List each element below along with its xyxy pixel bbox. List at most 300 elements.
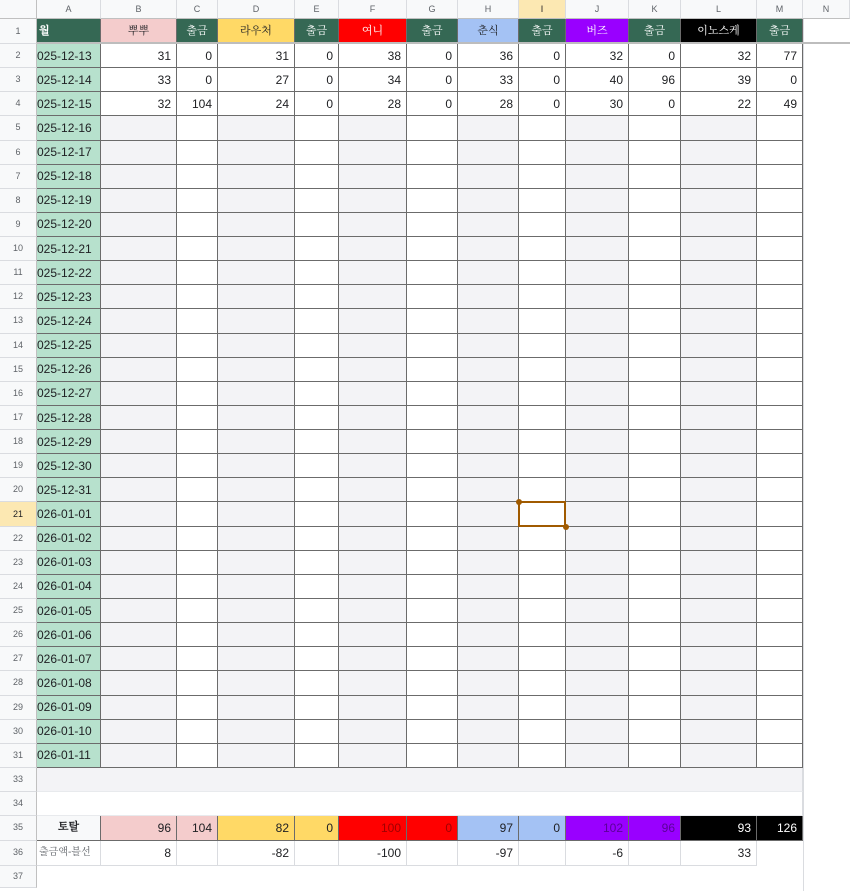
row-header-19[interactable]: 19 (0, 454, 37, 478)
date-cell[interactable]: 025-12-21 (37, 237, 101, 261)
data-cell[interactable] (177, 261, 218, 285)
row-header-12[interactable]: 12 (0, 285, 37, 309)
data-cell[interactable] (629, 527, 681, 551)
row-header-16[interactable]: 16 (0, 382, 37, 406)
date-cell[interactable]: 026-01-05 (37, 599, 101, 623)
column-header-b[interactable]: B (101, 0, 177, 19)
row-header-1[interactable]: 1 (0, 19, 37, 44)
data-cell[interactable]: 0 (629, 44, 681, 68)
data-cell[interactable] (177, 165, 218, 189)
data-cell[interactable] (177, 551, 218, 575)
data-cell[interactable] (519, 406, 566, 430)
data-cell[interactable] (218, 141, 295, 165)
data-cell[interactable] (295, 527, 339, 551)
data-cell[interactable] (757, 551, 803, 575)
data-cell[interactable] (407, 334, 458, 358)
profit-cell[interactable] (629, 841, 681, 866)
row-header-10[interactable]: 10 (0, 237, 37, 261)
data-cell[interactable] (519, 334, 566, 358)
data-cell[interactable] (101, 623, 177, 647)
data-cell[interactable] (407, 430, 458, 454)
data-cell[interactable] (458, 213, 519, 237)
data-cell[interactable] (218, 527, 295, 551)
data-cell[interactable] (681, 261, 757, 285)
date-cell[interactable]: 025-12-19 (37, 189, 101, 213)
data-cell[interactable]: 32 (566, 44, 629, 68)
data-cell[interactable]: 104 (177, 92, 218, 116)
total-cell[interactable]: 96 (101, 816, 177, 841)
data-cell[interactable] (295, 696, 339, 720)
data-cell[interactable]: 0 (295, 68, 339, 92)
empty-row[interactable] (37, 792, 803, 816)
data-cell[interactable] (339, 527, 407, 551)
column-header-h[interactable]: H (458, 0, 519, 19)
data-cell[interactable] (681, 527, 757, 551)
profit-cell[interactable]: -6 (566, 841, 629, 866)
row-header-30[interactable]: 30 (0, 720, 37, 744)
profit-cell[interactable] (519, 841, 566, 866)
data-cell[interactable] (629, 116, 681, 140)
data-cell[interactable] (519, 454, 566, 478)
data-cell[interactable] (681, 575, 757, 599)
data-cell[interactable] (339, 261, 407, 285)
selected-cell-outline[interactable] (518, 501, 566, 526)
data-cell[interactable] (519, 285, 566, 309)
data-cell[interactable] (458, 309, 519, 333)
data-cell[interactable] (629, 599, 681, 623)
row-header-15[interactable]: 15 (0, 358, 37, 382)
data-cell[interactable] (295, 213, 339, 237)
data-cell[interactable] (566, 165, 629, 189)
data-cell[interactable] (295, 575, 339, 599)
data-cell[interactable] (339, 334, 407, 358)
data-cell[interactable] (339, 502, 407, 526)
data-cell[interactable] (101, 599, 177, 623)
data-cell[interactable] (458, 575, 519, 599)
data-cell[interactable] (407, 720, 458, 744)
data-cell[interactable] (101, 116, 177, 140)
column-header-g[interactable]: G (407, 0, 458, 19)
data-cell[interactable] (101, 189, 177, 213)
data-cell[interactable]: 0 (295, 92, 339, 116)
row-header-9[interactable]: 9 (0, 213, 37, 237)
header-cell-b[interactable]: 뿌뿌 (101, 19, 177, 44)
data-cell[interactable] (681, 406, 757, 430)
data-cell[interactable]: 40 (566, 68, 629, 92)
data-cell[interactable] (681, 213, 757, 237)
data-cell[interactable] (339, 575, 407, 599)
data-cell[interactable] (407, 165, 458, 189)
data-cell[interactable] (295, 623, 339, 647)
data-cell[interactable]: 31 (218, 44, 295, 68)
data-cell[interactable] (339, 406, 407, 430)
date-cell[interactable]: 025-12-13 (37, 44, 101, 68)
total-cell[interactable]: 102 (566, 816, 629, 841)
data-cell[interactable] (218, 647, 295, 671)
data-cell[interactable]: 28 (458, 92, 519, 116)
data-cell[interactable] (681, 358, 757, 382)
row-header-20[interactable]: 20 (0, 478, 37, 502)
data-cell[interactable]: 0 (407, 68, 458, 92)
data-cell[interactable] (339, 720, 407, 744)
total-cell[interactable]: 82 (218, 816, 295, 841)
data-cell[interactable] (407, 696, 458, 720)
data-cell[interactable] (177, 502, 218, 526)
data-cell[interactable] (519, 261, 566, 285)
data-cell[interactable] (339, 647, 407, 671)
date-cell[interactable]: 026-01-02 (37, 527, 101, 551)
data-cell[interactable] (295, 309, 339, 333)
date-cell[interactable]: 025-12-17 (37, 141, 101, 165)
data-cell[interactable] (101, 382, 177, 406)
data-cell[interactable] (566, 189, 629, 213)
data-cell[interactable]: 34 (339, 68, 407, 92)
column-header-f[interactable]: F (339, 0, 407, 19)
data-cell[interactable]: 28 (339, 92, 407, 116)
data-cell[interactable] (101, 551, 177, 575)
data-cell[interactable] (757, 527, 803, 551)
date-cell[interactable]: 025-12-22 (37, 261, 101, 285)
data-cell[interactable] (519, 623, 566, 647)
data-cell[interactable] (681, 671, 757, 695)
data-cell[interactable] (629, 696, 681, 720)
profit-cell[interactable] (407, 841, 458, 866)
column-header-j[interactable]: J (566, 0, 629, 19)
data-cell[interactable] (757, 213, 803, 237)
data-cell[interactable] (519, 141, 566, 165)
data-cell[interactable] (681, 309, 757, 333)
data-cell[interactable] (339, 478, 407, 502)
data-cell[interactable] (629, 358, 681, 382)
data-cell[interactable]: 77 (757, 44, 803, 68)
data-cell[interactable] (218, 116, 295, 140)
data-cell[interactable] (339, 599, 407, 623)
total-cell[interactable]: 100 (339, 816, 407, 841)
data-cell[interactable] (218, 502, 295, 526)
data-cell[interactable] (566, 671, 629, 695)
data-cell[interactable] (681, 720, 757, 744)
data-cell[interactable] (458, 189, 519, 213)
data-cell[interactable] (407, 285, 458, 309)
data-cell[interactable] (295, 647, 339, 671)
row-header-3[interactable]: 3 (0, 68, 37, 92)
data-cell[interactable] (458, 696, 519, 720)
data-cell[interactable] (218, 165, 295, 189)
date-cell[interactable]: 025-12-28 (37, 406, 101, 430)
data-cell[interactable] (757, 382, 803, 406)
data-cell[interactable] (177, 527, 218, 551)
data-cell[interactable]: 30 (566, 92, 629, 116)
data-cell[interactable] (407, 599, 458, 623)
data-cell[interactable] (458, 551, 519, 575)
data-cell[interactable] (458, 502, 519, 526)
data-cell[interactable] (218, 575, 295, 599)
data-cell[interactable] (339, 671, 407, 695)
data-cell[interactable] (101, 165, 177, 189)
data-cell[interactable] (407, 116, 458, 140)
data-cell[interactable] (681, 285, 757, 309)
data-cell[interactable] (101, 309, 177, 333)
data-cell[interactable] (407, 189, 458, 213)
column-header-c[interactable]: C (177, 0, 218, 19)
data-cell[interactable] (295, 358, 339, 382)
data-cell[interactable] (629, 671, 681, 695)
data-cell[interactable] (407, 309, 458, 333)
date-cell[interactable]: 025-12-24 (37, 309, 101, 333)
column-header-n[interactable]: N (803, 0, 850, 19)
data-cell[interactable] (218, 454, 295, 478)
data-cell[interactable] (218, 430, 295, 454)
profit-label[interactable]: 출금액-블선 (37, 841, 101, 866)
data-cell[interactable] (407, 551, 458, 575)
fill-handle[interactable] (563, 524, 569, 530)
data-cell[interactable] (566, 141, 629, 165)
data-cell[interactable] (519, 237, 566, 261)
data-cell[interactable] (407, 454, 458, 478)
column-header-i[interactable]: I (519, 0, 566, 19)
row-header-7[interactable]: 7 (0, 165, 37, 189)
date-cell[interactable]: 025-12-15 (37, 92, 101, 116)
data-cell[interactable]: 0 (519, 92, 566, 116)
data-cell[interactable]: 0 (757, 68, 803, 92)
data-cell[interactable] (218, 551, 295, 575)
total-cell[interactable]: 96 (629, 816, 681, 841)
data-cell[interactable] (629, 165, 681, 189)
data-cell[interactable] (339, 358, 407, 382)
data-cell[interactable]: 0 (519, 68, 566, 92)
data-cell[interactable] (295, 744, 339, 768)
data-cell[interactable] (407, 502, 458, 526)
data-cell[interactable] (681, 334, 757, 358)
data-cell[interactable] (519, 575, 566, 599)
data-cell[interactable] (519, 309, 566, 333)
data-cell[interactable] (407, 237, 458, 261)
data-cell[interactable] (629, 744, 681, 768)
data-cell[interactable] (295, 430, 339, 454)
data-cell[interactable] (757, 334, 803, 358)
row-header-33[interactable]: 33 (0, 768, 37, 792)
data-cell[interactable] (218, 599, 295, 623)
data-cell[interactable]: 0 (629, 92, 681, 116)
header-cell-j[interactable]: 버즈 (566, 19, 629, 44)
data-cell[interactable] (458, 599, 519, 623)
data-cell[interactable] (566, 406, 629, 430)
date-cell[interactable]: 026-01-07 (37, 647, 101, 671)
row-header-31[interactable]: 31 (0, 744, 37, 768)
data-cell[interactable] (295, 671, 339, 695)
data-cell[interactable] (177, 382, 218, 406)
column-header-l[interactable]: L (681, 0, 757, 19)
data-cell[interactable] (295, 478, 339, 502)
data-cell[interactable] (458, 334, 519, 358)
date-cell[interactable]: 026-01-11 (37, 744, 101, 768)
total-cell[interactable]: 0 (519, 816, 566, 841)
data-cell[interactable] (407, 478, 458, 502)
data-cell[interactable] (218, 261, 295, 285)
data-cell[interactable] (757, 720, 803, 744)
data-cell[interactable] (519, 189, 566, 213)
data-cell[interactable] (218, 744, 295, 768)
data-cell[interactable] (566, 261, 629, 285)
data-cell[interactable] (218, 720, 295, 744)
data-cell[interactable] (407, 261, 458, 285)
column-header-k[interactable]: K (629, 0, 681, 19)
column-header-a[interactable]: A (37, 0, 101, 19)
data-cell[interactable] (339, 454, 407, 478)
data-cell[interactable] (101, 671, 177, 695)
data-cell[interactable] (101, 141, 177, 165)
data-cell[interactable] (218, 623, 295, 647)
row-header-17[interactable]: 17 (0, 406, 37, 430)
header-cell-m[interactable]: 출금 (757, 19, 803, 44)
row-header-26[interactable]: 26 (0, 623, 37, 647)
data-cell[interactable] (519, 696, 566, 720)
data-cell[interactable] (407, 527, 458, 551)
date-cell[interactable]: 026-01-08 (37, 671, 101, 695)
data-cell[interactable] (177, 696, 218, 720)
data-cell[interactable] (339, 165, 407, 189)
date-cell[interactable]: 025-12-31 (37, 478, 101, 502)
data-cell[interactable] (101, 696, 177, 720)
data-cell[interactable] (458, 116, 519, 140)
data-cell[interactable] (629, 261, 681, 285)
data-cell[interactable] (681, 696, 757, 720)
date-cell[interactable]: 026-01-10 (37, 720, 101, 744)
profit-cell[interactable]: -82 (218, 841, 295, 866)
data-cell[interactable] (681, 454, 757, 478)
data-cell[interactable] (101, 454, 177, 478)
data-cell[interactable]: 0 (519, 44, 566, 68)
row-header-8[interactable]: 8 (0, 189, 37, 213)
date-cell[interactable]: 026-01-04 (37, 575, 101, 599)
data-cell[interactable] (458, 285, 519, 309)
data-cell[interactable] (566, 696, 629, 720)
data-cell[interactable]: 33 (458, 68, 519, 92)
data-cell[interactable] (177, 213, 218, 237)
data-cell[interactable] (629, 720, 681, 744)
data-cell[interactable] (681, 141, 757, 165)
row-header-14[interactable]: 14 (0, 334, 37, 358)
data-cell[interactable] (519, 478, 566, 502)
total-label[interactable]: 토탈 (37, 816, 101, 841)
data-cell[interactable]: 38 (339, 44, 407, 68)
data-cell[interactable] (218, 382, 295, 406)
profit-cell[interactable] (177, 841, 218, 866)
data-cell[interactable]: 0 (295, 44, 339, 68)
data-cell[interactable] (101, 720, 177, 744)
data-cell[interactable] (757, 671, 803, 695)
date-cell[interactable]: 025-12-26 (37, 358, 101, 382)
select-all-corner[interactable] (0, 0, 37, 19)
header-cell-i[interactable]: 출금 (519, 19, 566, 44)
data-cell[interactable] (566, 478, 629, 502)
data-cell[interactable] (101, 285, 177, 309)
data-cell[interactable] (519, 647, 566, 671)
data-cell[interactable] (177, 285, 218, 309)
data-cell[interactable] (218, 334, 295, 358)
data-cell[interactable] (295, 720, 339, 744)
data-cell[interactable] (218, 406, 295, 430)
data-cell[interactable] (681, 623, 757, 647)
data-cell[interactable] (458, 237, 519, 261)
data-cell[interactable] (407, 744, 458, 768)
data-cell[interactable] (519, 382, 566, 406)
data-cell[interactable]: 32 (101, 92, 177, 116)
data-cell[interactable] (519, 430, 566, 454)
data-cell[interactable] (295, 237, 339, 261)
header-cell-k[interactable]: 출금 (629, 19, 681, 44)
data-cell[interactable] (177, 141, 218, 165)
header-cell-f[interactable]: 여니 (339, 19, 407, 44)
data-cell[interactable] (629, 551, 681, 575)
header-cell-e[interactable]: 출금 (295, 19, 339, 44)
data-cell[interactable] (629, 454, 681, 478)
data-cell[interactable] (177, 334, 218, 358)
data-cell[interactable] (101, 430, 177, 454)
data-cell[interactable] (177, 575, 218, 599)
total-cell[interactable]: 93 (681, 816, 757, 841)
data-cell[interactable] (566, 358, 629, 382)
data-cell[interactable] (566, 720, 629, 744)
row-header-37[interactable]: 37 (0, 866, 37, 888)
data-cell[interactable] (295, 189, 339, 213)
data-cell[interactable] (566, 454, 629, 478)
data-cell[interactable]: 31 (101, 44, 177, 68)
data-cell[interactable] (757, 478, 803, 502)
data-cell[interactable] (757, 189, 803, 213)
data-cell[interactable] (458, 671, 519, 695)
data-cell[interactable] (629, 309, 681, 333)
column-n-area[interactable] (803, 19, 850, 891)
header-cell-c[interactable]: 출금 (177, 19, 218, 44)
data-cell[interactable] (177, 189, 218, 213)
data-cell[interactable] (629, 478, 681, 502)
row-header-24[interactable]: 24 (0, 575, 37, 599)
data-cell[interactable] (339, 237, 407, 261)
data-cell[interactable]: 36 (458, 44, 519, 68)
data-cell[interactable] (407, 623, 458, 647)
data-cell[interactable] (681, 599, 757, 623)
data-cell[interactable] (629, 647, 681, 671)
data-cell[interactable] (458, 527, 519, 551)
data-cell[interactable] (407, 213, 458, 237)
data-cell[interactable] (177, 358, 218, 382)
profit-cell[interactable]: -100 (339, 841, 407, 866)
date-cell[interactable]: 026-01-03 (37, 551, 101, 575)
data-cell[interactable] (218, 696, 295, 720)
data-cell[interactable] (757, 430, 803, 454)
empty-row[interactable] (37, 768, 803, 792)
date-cell[interactable]: 025-12-18 (37, 165, 101, 189)
data-cell[interactable] (295, 382, 339, 406)
data-cell[interactable] (218, 478, 295, 502)
data-cell[interactable] (757, 744, 803, 768)
date-cell[interactable]: 025-12-23 (37, 285, 101, 309)
data-cell[interactable] (339, 285, 407, 309)
data-cell[interactable] (177, 647, 218, 671)
data-cell[interactable] (519, 116, 566, 140)
data-cell[interactable] (177, 720, 218, 744)
data-cell[interactable] (101, 744, 177, 768)
data-cell[interactable] (177, 478, 218, 502)
data-cell[interactable] (177, 116, 218, 140)
data-cell[interactable] (295, 116, 339, 140)
data-cell[interactable] (757, 285, 803, 309)
data-cell[interactable] (519, 165, 566, 189)
total-cell[interactable]: 97 (458, 816, 519, 841)
data-cell[interactable]: 96 (629, 68, 681, 92)
data-cell[interactable] (177, 599, 218, 623)
